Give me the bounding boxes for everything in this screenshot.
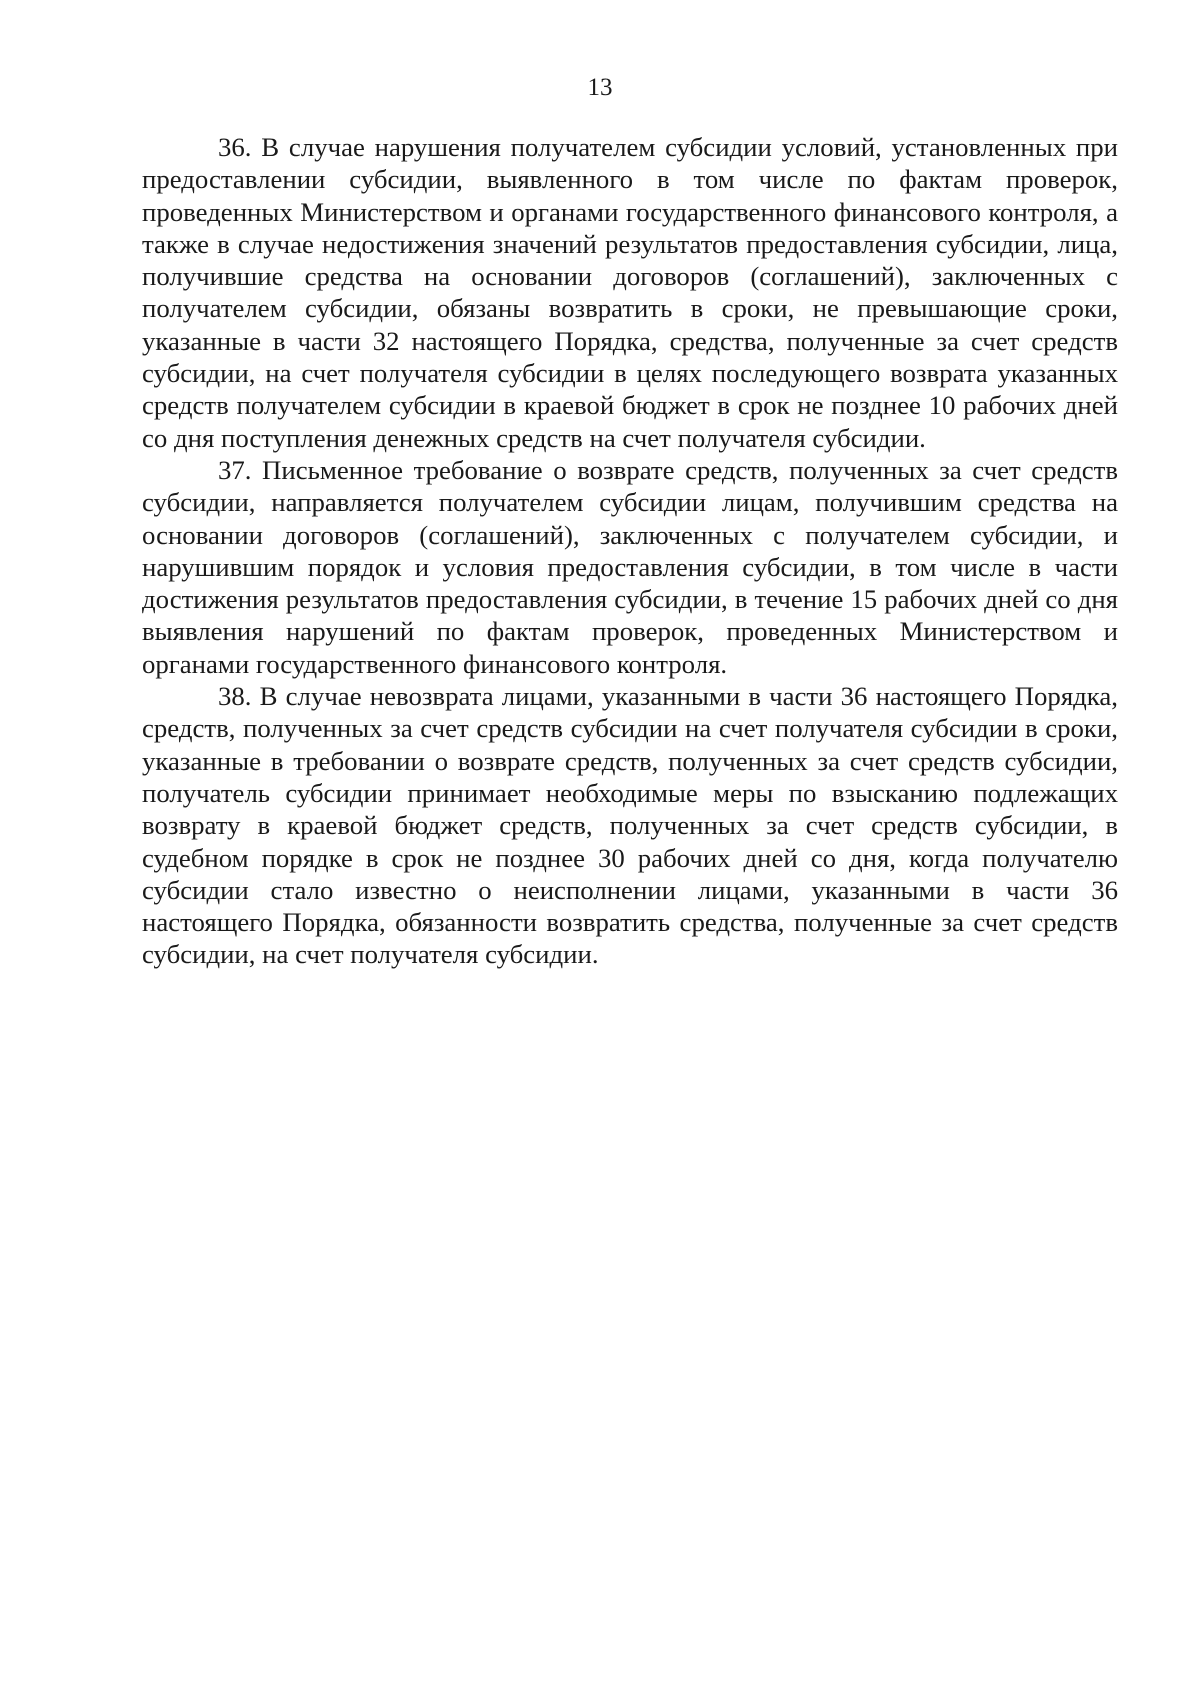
paragraph-38: 38. В случае невозврата лицами, указанными в части 36 настоящего Порядка, средств, полученных за счет средств субсидии на счет получателя субсидии в сроки, указанные в требовании о возврате средств, полученных за счет средств субсидии, получатель субсидии принимает необходимые меры по взысканию подлежащих возврату в краевой бюджет средств, полученных за счет средств субсидии, в судебном порядке в срок не позднее 30 рабочих дней со дня, когда получателю субсидии стало известно о неисполнении лицами, указанными в части 36 настоящего Порядка, обязанности возвратить средства, полученные за счет средств субсидии, на счет получателя субсидии. [142, 681, 1118, 970]
paragraph-36: 36. В случае нарушения получателем субсидии условий, установленных при предоставлении субсидии, выявленного в том числе по фактам проверок, проведенных Министерством и органами государственного финансового контроля, а также в случае недостижения значений результатов предоставления субсидии, лица, получившие средства на основании договоров (соглашений), заключенных с получателем субсидии, обязаны возвратить в сроки, не превышающие сроки, указанные в части 32 настоящего Порядка, средства, полученные за счет средств субсидии, на счет получателя субсидии в целях последующего возврата указанных средств получателем субсидии в краевой бюджет в срок не позднее 10 рабочих дней со дня поступления денежных средств на счет получателя субсидии. [142, 132, 1118, 453]
page-number: 13 [587, 74, 613, 101]
document-body [142, 131, 1118, 971]
paragraph-37: 37. Письменное требование о возврате средств, полученных за счет средств субсидии, направляется получателем субсидии лицам, получившим средства на основании договоров (соглашений), заключенных с получателем субсидии, и нарушившим порядок и условия предоставления субсидии, в том числе в части достижения результатов предоставления субсидии, в течение 15 рабочих дней со дня выявления нарушений по фактам проверок, проведенных Министерством и органами государственного финансового контроля. [142, 454, 1118, 679]
